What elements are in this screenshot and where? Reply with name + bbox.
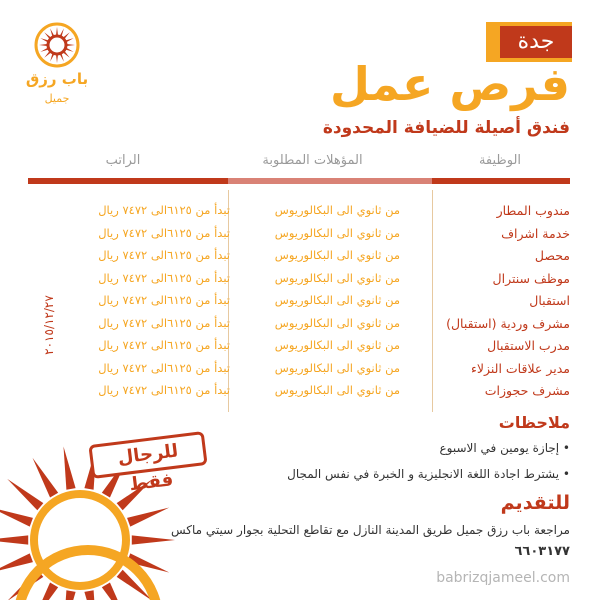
job-salary: تبدأ من ٦١٢٥الى ٧٤٧٢ ريال [98, 225, 230, 240]
logo-name: باب رزق [25, 70, 89, 88]
table-row [28, 271, 570, 294]
post-date: ٢٠١٥/١٢/٢٧ [42, 295, 56, 355]
ray-shape [66, 44, 75, 46]
phone-number: ٦٦٠٣١٧٧ [514, 544, 570, 559]
website-link[interactable]: babrizqjameel.com [436, 570, 570, 586]
job-title: مشرف حجوزات [484, 383, 570, 398]
note-item: • إجازة يومين في الاسبوع [439, 441, 570, 455]
ray-shape [59, 53, 63, 62]
ray-shape [40, 47, 49, 51]
ray-shape [63, 51, 70, 58]
job-qualification: من ثانوي الى البكالوريوس [274, 383, 400, 397]
job-qualification: من ثانوي الى البكالوريوس [274, 338, 400, 352]
column-header-qualifications: المؤهلات المطلوبة [262, 153, 363, 168]
ray-shape [33, 458, 59, 498]
table-row [28, 361, 570, 384]
ray-shape [65, 38, 74, 42]
ray-shape [50, 53, 54, 62]
sun-arc-decoration [8, 500, 168, 600]
job-qualification: من ثانوي الى البكالوريوس [274, 315, 400, 330]
job-qualification: من ثانوي الى البكالوريوس [274, 203, 400, 217]
column-header-salary: الراتب [105, 153, 141, 168]
job-title: خدمة اشراف [501, 225, 570, 241]
job-title: مدرب الاستقبال [487, 338, 570, 353]
ray-shape [56, 54, 58, 63]
job-salary: تبدأ من ٦١٢٥الى ٧٤٧٢ ريال [98, 293, 230, 307]
job-qualification: من ثانوي الى البكالوريوس [274, 248, 400, 262]
headline: فرص عمل [330, 57, 570, 111]
job-qualification: من ثانوي الى البكالوريوس [274, 270, 400, 285]
job-salary: تبدأ من ٦١٢٥الى ٧٤٧٢ ريال [98, 338, 230, 352]
company-name: فندق أصيلة للضيافة المحدودة [322, 118, 570, 138]
ray-shape [63, 32, 70, 39]
job-title: مشرف وردية (استقبال) [446, 315, 570, 331]
job-title: استقبال [529, 293, 570, 308]
job-qualification: من ثانوي الى البكالوريوس [274, 360, 400, 375]
job-qualification: من ثانوي الى البكالوريوس [274, 293, 400, 307]
table-row [28, 293, 570, 316]
note-item: • يشترط اجادة اللغة الانجليزية و الخبرة في نفس المجال [287, 467, 570, 481]
job-salary: تبدأ من ٦١٢٥الى ٧٤٧٢ ريال [98, 203, 230, 217]
job-salary: تبدأ من ٦١٢٥الى ٧٤٧٢ ريال [98, 383, 230, 397]
sun-logo-icon [34, 22, 80, 68]
job-title: مندوب المطار [496, 203, 570, 218]
apply-heading: للتقديم [500, 492, 570, 514]
ray-shape [64, 446, 76, 489]
jobs-table [28, 203, 570, 406]
ray-shape [50, 28, 54, 37]
ray-shape [44, 51, 51, 58]
ray-shape [44, 32, 51, 39]
ray-shape [56, 27, 58, 36]
city-label: جدة [500, 26, 572, 58]
job-qualification: من ثانوي الى البكالوريوس [274, 225, 400, 240]
table-row [28, 248, 570, 271]
table-row [28, 316, 570, 339]
table-row [28, 338, 570, 361]
job-title: محصل [534, 248, 570, 263]
job-salary: تبدأ من ٦١٢٥الى ٧٤٧٢ ريال [98, 270, 230, 285]
column-header-job: الوظيفة [478, 153, 522, 168]
ray-shape [39, 44, 48, 46]
ray-shape [65, 47, 74, 51]
apply-instructions: مراجعة باب رزق جميل طريق المدينة النازل مع تقاطع التحلية بجوار سيتي ماكس [171, 523, 570, 537]
job-salary: تبدأ من ٦١٢٥الى ٧٤٧٢ ريال [98, 360, 230, 375]
table-row [28, 226, 570, 249]
job-title: مدير علاقات النزلاء [470, 360, 570, 376]
ray-shape [59, 28, 63, 37]
brand-logo [22, 22, 92, 112]
header-divider-middle [228, 178, 432, 184]
ray-shape [40, 38, 49, 42]
logo-subtitle: جميل [44, 92, 70, 105]
job-salary: تبدأ من ٦١٢٥الى ٧٤٧٢ ريال [98, 248, 230, 262]
job-salary: تبدأ من ٦١٢٥الى ٧٤٧٢ ريال [98, 315, 230, 330]
notes-heading: ملاحظات [498, 413, 570, 432]
men-only-stamp: للرجال فقط [88, 431, 207, 479]
table-row [28, 383, 570, 406]
table-row [28, 203, 570, 226]
job-title: موظف سنترال [492, 270, 570, 286]
